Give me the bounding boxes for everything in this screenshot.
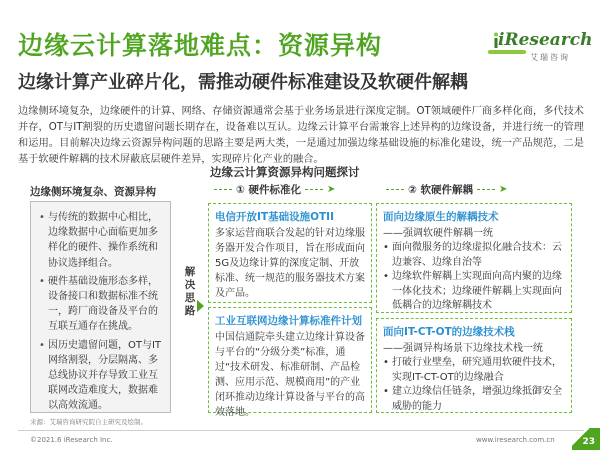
page-title: 边缘云计算落地难点：资源异构 (18, 31, 383, 60)
box-title: 面向IT-CT-OT的边缘技术栈 (383, 326, 515, 338)
list-item: • 因历史遗留问题，OT与IT网络割裂，分层隔离、多总线协议并存导致工业互联网改造难度大，数据难以高效流通。 (39, 338, 164, 414)
tag-label: ② 软硬件解耦 (408, 183, 474, 196)
tag-decoupling (386, 182, 507, 196)
dashed-line (214, 189, 232, 190)
dashed-line (386, 189, 404, 190)
tag-hardware-standardization (214, 182, 335, 196)
logo-subtext: 艾瑞咨询 (530, 53, 570, 62)
industrial-box (208, 307, 372, 418)
dashed-line (305, 189, 323, 190)
tag-label: ① 硬件标准化 (236, 183, 302, 196)
intro-paragraph: 边缘侧环境复杂，边缘硬件的计算、网络、存储资源通常会基于业务场景进行深度定制。OT领域硬件厂商多样化商，多代技术并存，OT与IT割裂的历史遗留问题长期存在，设备难以互认。边缘云计算平台需兼容上述异构的边缘设备，并进行统一的管理和运用。目前解决边缘云资源异构问题的思路主要是两大类，一是通过加强边缘基础设施的标准化建设，统一产品规范，二是基于软硬件解耦的技术屏蔽底层硬件差异，实现碎片化产业的融合。 (18, 106, 584, 165)
box-title: 电信开放IT基础设施OTII (215, 211, 334, 223)
native-decoupling-box (376, 203, 572, 313)
it-ct-ot-box (376, 318, 572, 413)
list-item: • 打破行业壁垒，研究通用软硬件技术，实现IT-CT-OT的边缘融合 (383, 356, 565, 385)
page-number: 23 (582, 437, 595, 447)
left-heading: 边缘侧环境复杂、资源异构 (30, 186, 156, 198)
list-item: • 硬件基础设施形态多样，设备接口和数据标准不统一，跨厂商设备及平台的互联互通存在挑战。 (39, 274, 164, 335)
list-item: • 边缘软件解耦上实现面向高内聚的边缘一体化技术；边缘硬件解耦上实现面向低耦合的边缘解耦技术 (383, 270, 565, 314)
box-subtitle: ——强调软硬件解耦一统 (383, 228, 493, 239)
arrow-right-icon: ➤ (499, 183, 508, 195)
logo-wordmark: iResearch (498, 30, 593, 50)
arrow-right-icon: ➤ (327, 183, 336, 195)
box-body: 多家运营商联合发起的针对边缘服务器开发合作项目，旨在形成面向5G及边缘计算的深度定制、开放标准、统一规范的服务器技术方案及产品。 (215, 228, 365, 299)
list-item: • 建立边缘信任链条，增强边缘抵御安全威胁的能力 (383, 385, 565, 414)
website: www.iresearch.com.cn (476, 436, 555, 444)
arrow-right-icon (197, 300, 204, 312)
page-number-badge (572, 428, 600, 450)
copyright: ©2021.6 iResearch Inc. (30, 436, 113, 444)
solution-label: 解决思路 (184, 266, 196, 317)
otii-box (208, 203, 372, 303)
page-subtitle: 边缘计算产业碎片化，需推动硬件标准建设及软硬件解耦 (18, 72, 468, 93)
box-title: 工业互联网边缘计算标准件计划 (215, 315, 362, 327)
box-body: 中国信通院牵头建立边缘计算设备与平台的“分级分类”标准，通过“技术研发、标准研制、产品检测、应用示范、规模商用”的产业闭环推动边缘计算设备与平台的高效落地。 (215, 332, 365, 418)
logo-bar (488, 50, 526, 54)
source-note: 来源：艾瑞咨询研究院自主研究及绘制。 (30, 418, 147, 426)
environment-box (30, 201, 171, 413)
box-subtitle: ——强调异构场景下边缘技术栈一统 (383, 343, 543, 354)
iresearch-logo (478, 28, 593, 72)
box-title: 面向边缘原生的解耦技术 (383, 211, 499, 223)
section-title: 边缘云计算资源异构问题探讨 (210, 165, 360, 179)
list-item: • 与传统的数据中心相比，边缘数据中心面临更加多样化的硬件、操作系统和协议选择组合。 (39, 210, 164, 271)
list-item: • 面向微服务的边缘虚拟化融合技术：云边兼容、边缘自治等 (383, 241, 565, 270)
footer-divider (18, 430, 584, 431)
dashed-line (477, 189, 495, 190)
